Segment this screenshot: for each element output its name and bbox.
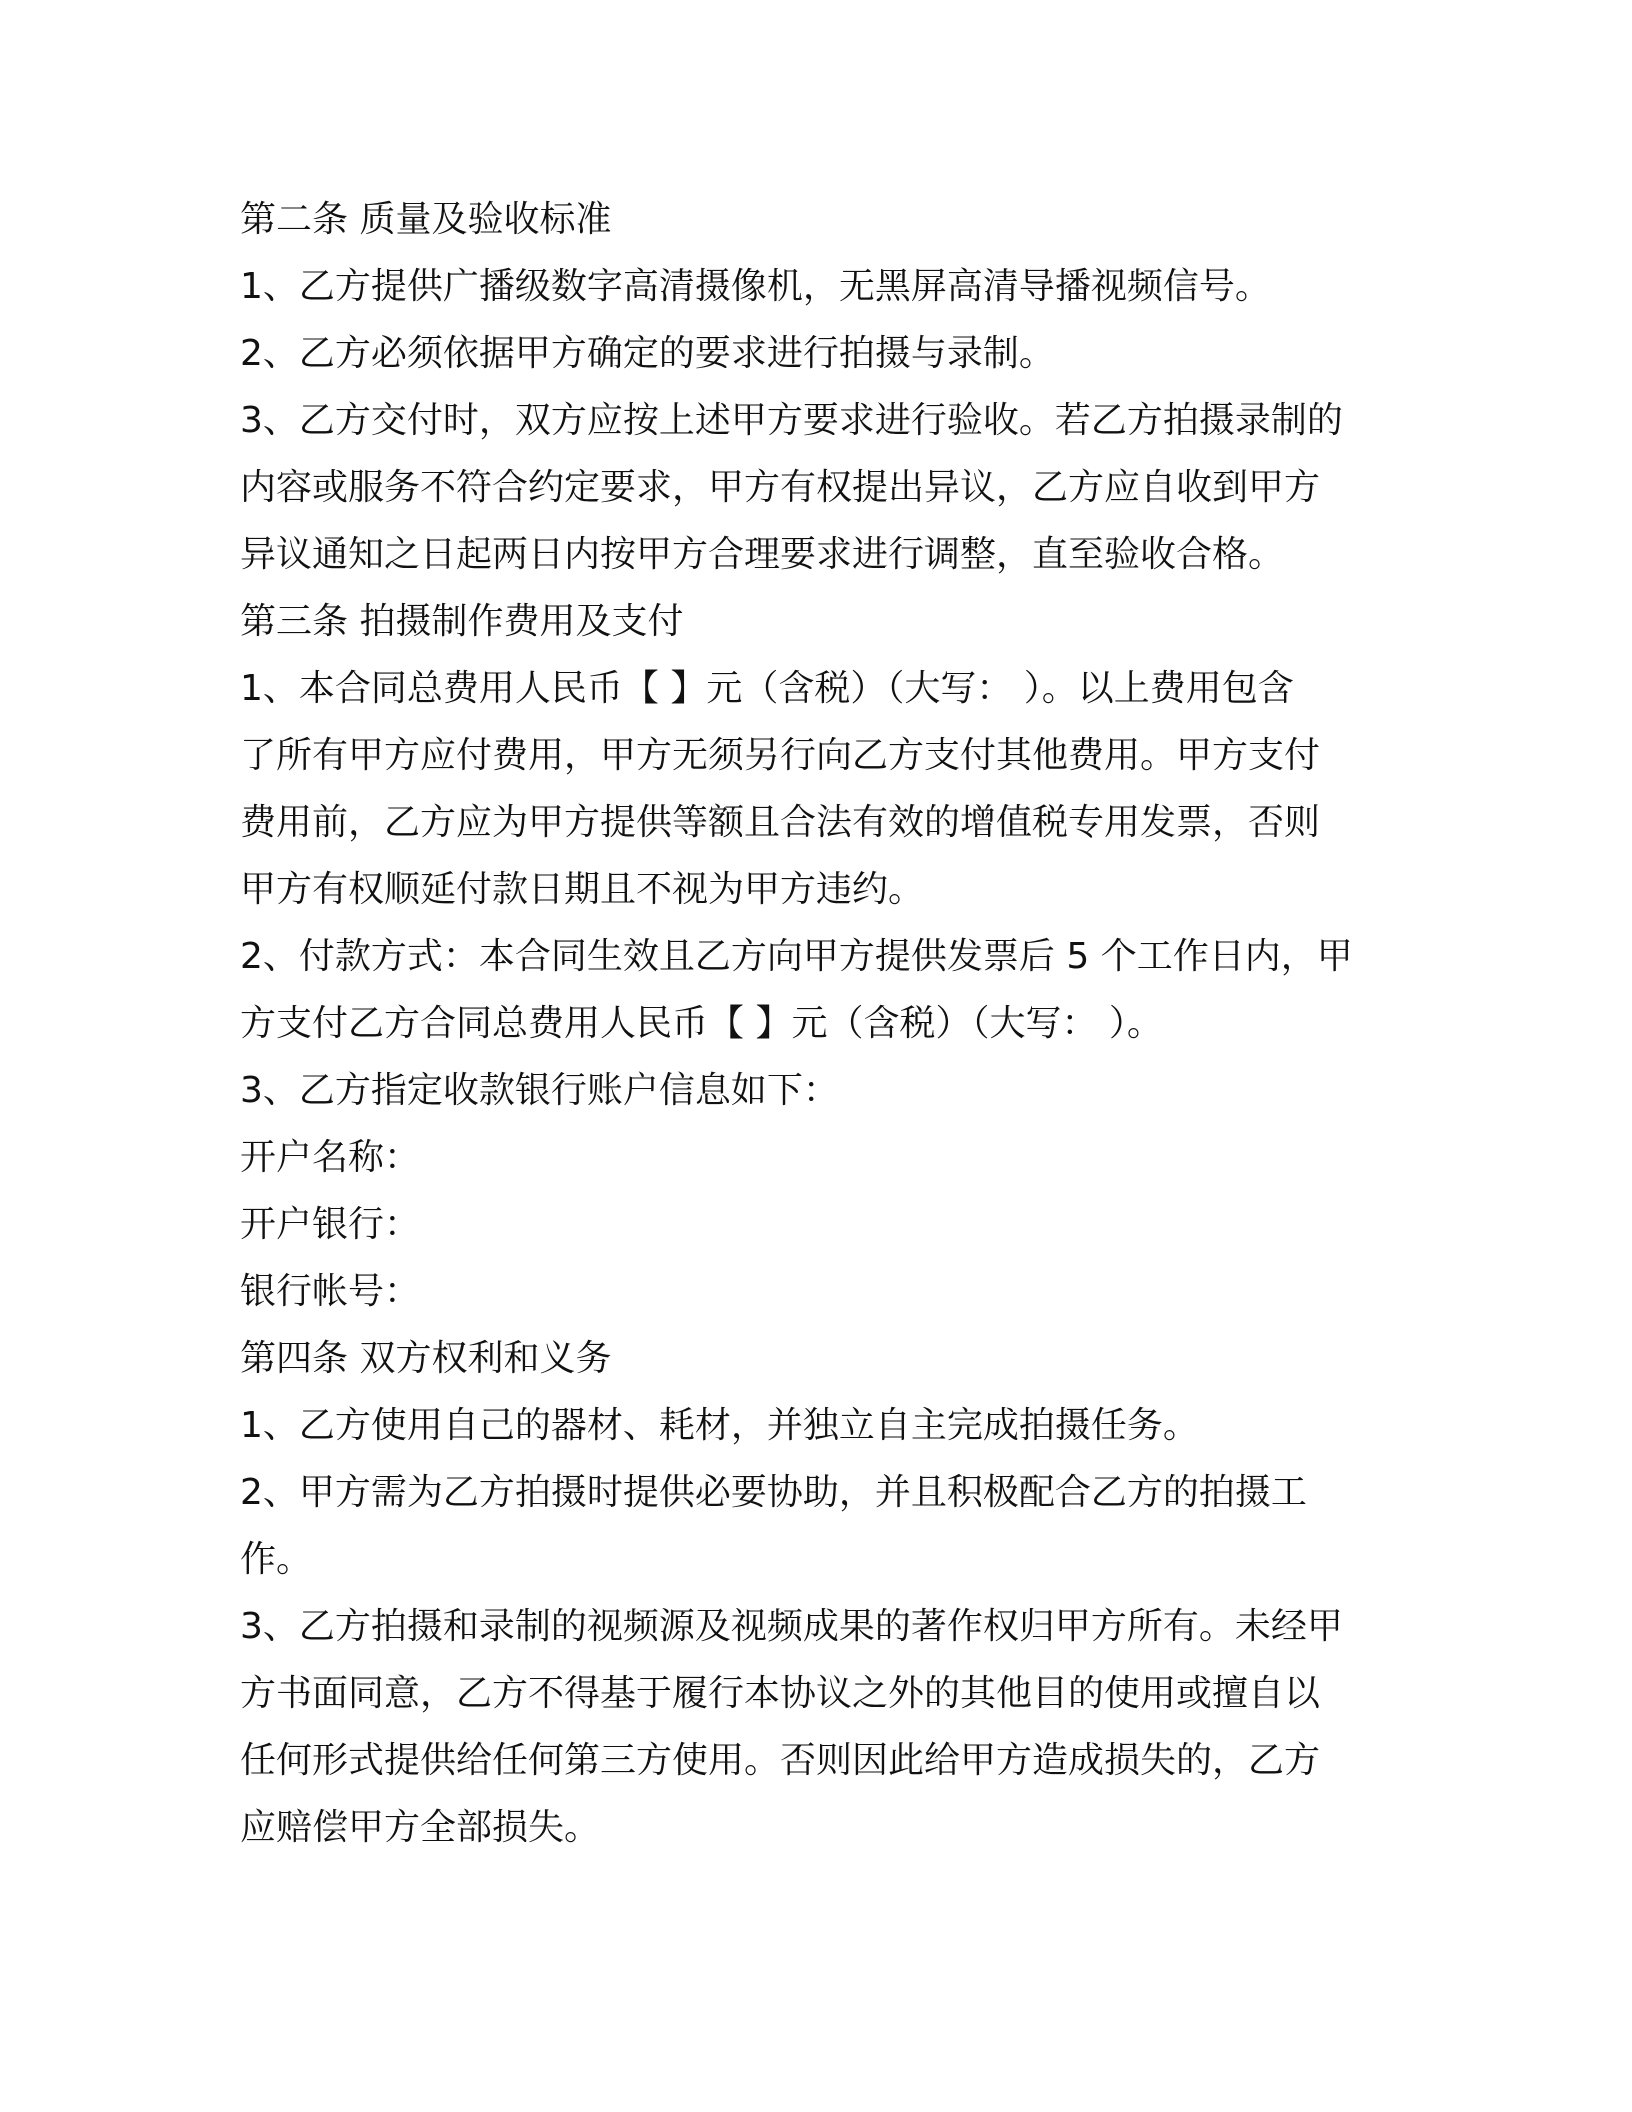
- article-4-clause-3-line-1: 3、乙方拍摄和录制的视频源及视频成果的著作权归甲方所有。未经甲: [240, 1606, 1343, 1647]
- article-3-clause-1-line-1: 1、本合同总费用人民币【 】元（含税）（大写： ）。以上费用包含: [240, 668, 1294, 709]
- article-2-heading: 第二条 质量及验收标准: [240, 199, 612, 240]
- article-4-clause-2-line-1: 2、甲方需为乙方拍摄时提供必要协助，并且积极配合乙方的拍摄工: [240, 1472, 1307, 1513]
- article-4-heading: 第四条 双方权利和义务: [240, 1338, 612, 1379]
- article-3-clause-2-line-2: 方支付乙方合同总费用人民币【 】元（含税）（大写： ）。: [240, 1003, 1163, 1044]
- article-4-clause-1: 1、乙方使用自己的器材、耗材，并独立自主完成拍摄任务。: [240, 1405, 1199, 1446]
- article-3-heading: 第三条 拍摄制作费用及支付: [240, 601, 684, 642]
- article-2-clause-3-line-2: 内容或服务不符合约定要求，甲方有权提出异议，乙方应自收到甲方: [240, 467, 1321, 508]
- article-2-clause-3-line-1: 3、乙方交付时，双方应按上述甲方要求进行验收。若乙方拍摄录制的: [240, 400, 1343, 441]
- article-3-clause-1-line-4: 甲方有权顺延付款日期且不视为甲方违约。: [240, 869, 925, 910]
- article-3-clause-2-line-1: 2、付款方式：本合同生效且乙方向甲方提供发票后 5 个工作日内，甲: [240, 936, 1353, 977]
- article-4-clause-3-line-2: 方书面同意，乙方不得基于履行本协议之外的其他目的使用或擅自以: [240, 1673, 1321, 1714]
- account-name-field: 开户名称：: [240, 1137, 421, 1178]
- article-3-clause-1-line-2: 了所有甲方应付费用，甲方无须另行向乙方支付其他费用。甲方支付: [240, 735, 1321, 776]
- article-2-clause-3-line-3: 异议通知之日起两日内按甲方合理要求进行调整，直至验收合格。: [240, 534, 1285, 575]
- account-number-field: 银行帐号：: [240, 1271, 421, 1312]
- article-4-clause-3-line-4: 应赔偿甲方全部损失。: [240, 1807, 601, 1848]
- article-4-clause-2-line-2: 作。: [240, 1539, 313, 1580]
- document-body: [240, 186, 1400, 1861]
- article-4-clause-3-line-3: 任何形式提供给任何第三方使用。否则因此给甲方造成损失的，乙方: [240, 1740, 1321, 1781]
- account-bank-field: 开户银行：: [240, 1204, 421, 1245]
- article-2-clause-2: 2、乙方必须依据甲方确定的要求进行拍摄与录制。: [240, 333, 1055, 374]
- article-2-clause-1: 1、乙方提供广播级数字高清摄像机，无黑屏高清导播视频信号。: [240, 266, 1271, 307]
- article-3-clause-3: 3、乙方指定收款银行账户信息如下：: [240, 1070, 839, 1111]
- article-3-clause-1-line-3: 费用前，乙方应为甲方提供等额且合法有效的增值税专用发票，否则: [240, 802, 1321, 843]
